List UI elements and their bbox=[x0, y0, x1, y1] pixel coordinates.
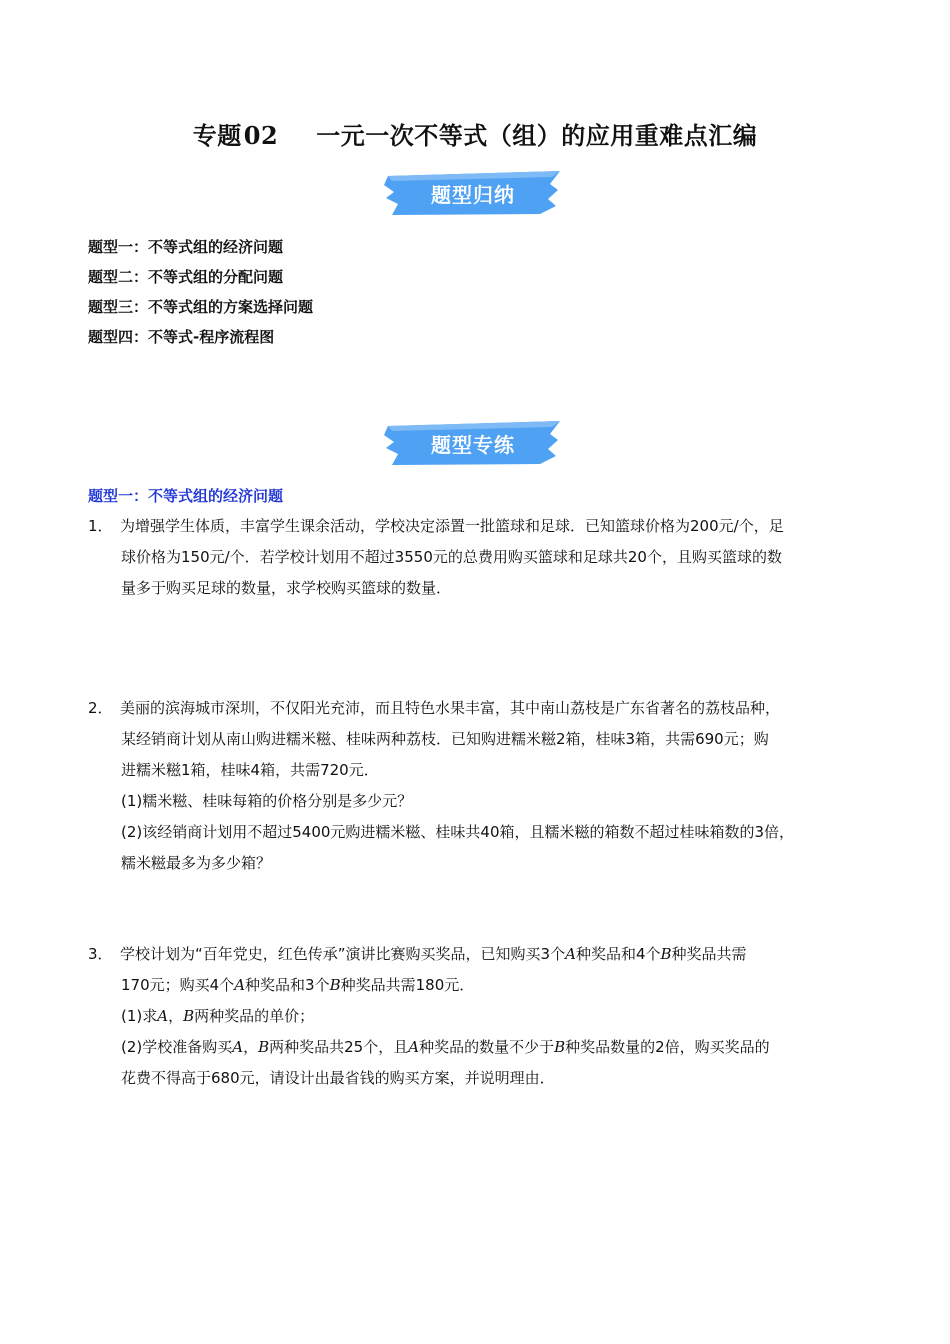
summary-banner bbox=[380, 168, 566, 218]
problem-line: 花费不得高于680元，请设计出最省钱的购买方案，并说明理由． bbox=[121, 1069, 555, 1087]
topic-item: 题型三：不等式组的方案选择问题 bbox=[88, 298, 314, 316]
problem-line: 量多于购买足球的数量，求学校购买篮球的数量． bbox=[121, 579, 452, 597]
sub-question: (2)学校准备购买A，B两种奖品共25个，且A种奖品的数量不少于B种奖品数量的2倍，购买奖品的 bbox=[121, 1038, 770, 1056]
problem-2 bbox=[88, 693, 868, 879]
problem-3 bbox=[88, 939, 868, 1094]
sub-question: (2)该经销商计划用不超过5400元购进糯米糍、桂味共40箱，且糯米糍的箱数不超过桂味箱数的3倍， bbox=[121, 823, 795, 841]
problem-number: 2． bbox=[88, 699, 113, 717]
title-number: 02 bbox=[243, 121, 279, 150]
sub-question: (1)求A，B两种奖品的单价； bbox=[121, 1007, 315, 1025]
problem-line: 170元；购买4个A种奖品和3个B种奖品共需180元． bbox=[121, 976, 475, 994]
page-title bbox=[0, 116, 950, 151]
practice-banner bbox=[380, 418, 566, 468]
problem-line: 1． 为增强学生体质，丰富学生课余活动，学校决定添置一批篮球和足球．已知篮球价格为200元/个，足 bbox=[88, 511, 868, 542]
summary-banner-label: 题型归纳 bbox=[431, 183, 515, 207]
topic-item: 题型二：不等式组的分配问题 bbox=[88, 268, 284, 286]
title-text: 一元一次不等式（组）的应用重难点汇编 bbox=[316, 121, 758, 150]
topic-list bbox=[88, 232, 313, 352]
problem-line: 球价格为150元/个．若学校计划用不超过3550元的总费用购买篮球和足球共20个，且购买篮球的数 bbox=[121, 548, 782, 566]
problem-number: 1． bbox=[88, 517, 113, 535]
problem-line: 3． 学校计划为“百年党史，红色传承”演讲比赛购买奖品，已知购买3个A种奖品和4个B种奖品共需 bbox=[88, 939, 868, 970]
practice-banner-label: 题型专练 bbox=[431, 433, 515, 457]
problem-line: 糯米糍最多为多少箱？ bbox=[121, 854, 272, 872]
title-prefix: 专题 bbox=[192, 121, 242, 150]
problem-1 bbox=[88, 511, 868, 604]
sub-question: (1)糯米糍、桂味每箱的价格分别是多少元？ bbox=[121, 792, 413, 810]
section-heading-economic: 题型一：不等式组的经济问题 bbox=[88, 487, 284, 505]
problem-line: 进糯米糍1箱，桂味4箱，共需720元． bbox=[121, 761, 379, 779]
topic-item: 题型四：不等式-程序流程图 bbox=[88, 328, 275, 346]
problem-number: 3． bbox=[88, 945, 113, 963]
problem-line: 2． 美丽的滨海城市深圳，不仅阳光充沛，而且特色水果丰富，其中南山荔枝是广东省著名的荔枝品种， bbox=[88, 693, 868, 724]
problem-line: 某经销商计划从南山购进糯米糍、桂味两种荔枝．已知购进糯米糍2箱，桂味3箱，共需690元；购 bbox=[121, 730, 769, 748]
topic-item: 题型一：不等式组的经济问题 bbox=[88, 238, 284, 256]
